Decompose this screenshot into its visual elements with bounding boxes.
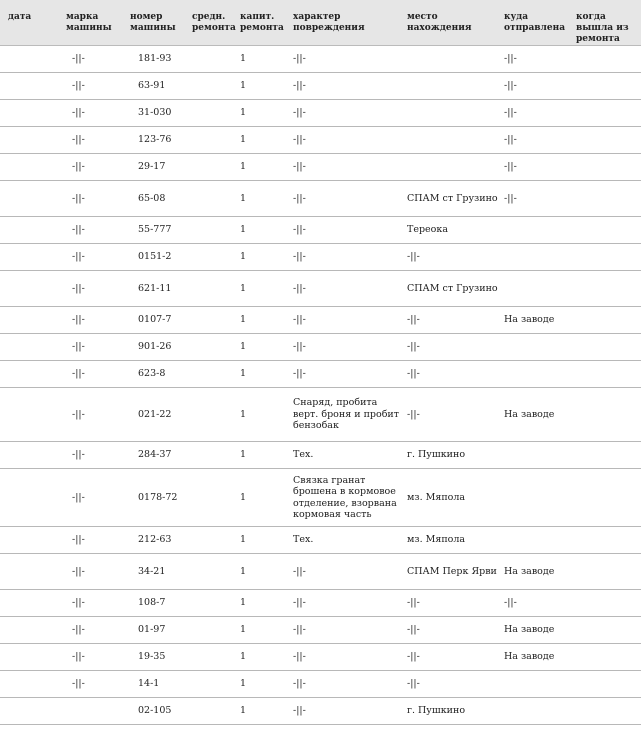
cell-location — [402, 73, 501, 100]
cell-damage-type: -||- — [289, 271, 402, 307]
header-returned-from-repair: когда вышла из ремонта — [566, 0, 641, 46]
cell-vehicle-number: 901-26 — [124, 334, 186, 361]
cell-capital-repair: 1 — [236, 527, 289, 554]
cell-returned — [566, 217, 641, 244]
cell-damage-type: -||- — [289, 644, 402, 671]
cell-date — [0, 334, 58, 361]
cell-location: -||- — [402, 590, 501, 617]
cell-location: -||- — [402, 361, 501, 388]
cell-vehicle-model: -||- — [58, 469, 124, 527]
cell-location: мз. Мяпола — [402, 527, 501, 554]
table-row — [0, 698, 641, 725]
cell-returned — [566, 334, 641, 361]
table-row — [0, 388, 641, 442]
cell-vehicle-model: -||- — [58, 554, 124, 590]
cell-damage-type: -||- — [289, 100, 402, 127]
cell-sent-to: -||- — [501, 100, 566, 127]
cell-capital-repair: 1 — [236, 469, 289, 527]
table-body — [0, 46, 641, 725]
cell-returned — [566, 617, 641, 644]
cell-vehicle-number: 19-35 — [124, 644, 186, 671]
table-row — [0, 181, 641, 217]
cell-returned — [566, 698, 641, 725]
cell-location: г. Пушкино — [402, 442, 501, 469]
cell-medium-repair — [186, 698, 236, 725]
cell-vehicle-model: -||- — [58, 127, 124, 154]
cell-vehicle-model: -||- — [58, 590, 124, 617]
cell-location: мз. Мяпола — [402, 469, 501, 527]
cell-damage-type: -||- — [289, 154, 402, 181]
cell-capital-repair: 1 — [236, 442, 289, 469]
cell-damage-type: Тех. — [289, 527, 402, 554]
header-medium-repair: средн. ремонта — [186, 0, 236, 46]
cell-capital-repair: 1 — [236, 181, 289, 217]
cell-vehicle-number: 0151-2 — [124, 244, 186, 271]
cell-medium-repair — [186, 361, 236, 388]
cell-returned — [566, 127, 641, 154]
cell-date — [0, 527, 58, 554]
cell-damage-type: -||- — [289, 73, 402, 100]
cell-sent-to: На заводе — [501, 307, 566, 334]
cell-medium-repair — [186, 73, 236, 100]
table-row — [0, 73, 641, 100]
cell-capital-repair: 1 — [236, 644, 289, 671]
cell-returned — [566, 271, 641, 307]
cell-damage-type: -||- — [289, 307, 402, 334]
cell-sent-to: -||- — [501, 73, 566, 100]
cell-vehicle-number: 123-76 — [124, 127, 186, 154]
cell-vehicle-number: 621-11 — [124, 271, 186, 307]
cell-damage-type: -||- — [289, 181, 402, 217]
cell-damage-type: -||- — [289, 617, 402, 644]
cell-vehicle-number: 63-91 — [124, 73, 186, 100]
cell-capital-repair: 1 — [236, 100, 289, 127]
cell-returned — [566, 181, 641, 217]
table-row — [0, 334, 641, 361]
cell-date — [0, 469, 58, 527]
cell-vehicle-number: 02-105 — [124, 698, 186, 725]
cell-date — [0, 307, 58, 334]
cell-medium-repair — [186, 127, 236, 154]
cell-date — [0, 590, 58, 617]
cell-damage-type: -||- — [289, 127, 402, 154]
cell-vehicle-model: -||- — [58, 442, 124, 469]
cell-vehicle-model: -||- — [58, 334, 124, 361]
cell-vehicle-number: 212-63 — [124, 527, 186, 554]
cell-vehicle-model — [58, 698, 124, 725]
cell-vehicle-number: 021-22 — [124, 388, 186, 442]
cell-date — [0, 442, 58, 469]
cell-medium-repair — [186, 334, 236, 361]
table-row — [0, 554, 641, 590]
cell-medium-repair — [186, 181, 236, 217]
cell-medium-repair — [186, 469, 236, 527]
cell-medium-repair — [186, 527, 236, 554]
cell-damage-type: -||- — [289, 698, 402, 725]
cell-vehicle-model: -||- — [58, 527, 124, 554]
table-row — [0, 271, 641, 307]
header-vehicle-number: номер машины — [124, 0, 186, 46]
table-row — [0, 127, 641, 154]
cell-returned — [566, 388, 641, 442]
cell-capital-repair: 1 — [236, 73, 289, 100]
cell-sent-to: -||- — [501, 46, 566, 73]
cell-capital-repair: 1 — [236, 127, 289, 154]
cell-medium-repair — [186, 46, 236, 73]
cell-returned — [566, 644, 641, 671]
cell-damage-type: -||- — [289, 361, 402, 388]
cell-vehicle-number: 284-37 — [124, 442, 186, 469]
cell-medium-repair — [186, 217, 236, 244]
table-row — [0, 617, 641, 644]
cell-vehicle-number: 31-030 — [124, 100, 186, 127]
cell-date — [0, 554, 58, 590]
table-row — [0, 361, 641, 388]
cell-vehicle-number: 623-8 — [124, 361, 186, 388]
cell-vehicle-model: -||- — [58, 73, 124, 100]
cell-location: СПАМ ст Грузино — [402, 271, 501, 307]
cell-sent-to: На заводе — [501, 388, 566, 442]
cell-vehicle-number: 55-777 — [124, 217, 186, 244]
table-row — [0, 154, 641, 181]
cell-vehicle-model: -||- — [58, 181, 124, 217]
cell-sent-to — [501, 442, 566, 469]
cell-medium-repair — [186, 671, 236, 698]
cell-vehicle-number: 14-1 — [124, 671, 186, 698]
table-row — [0, 307, 641, 334]
table-row — [0, 527, 641, 554]
header-capital-repair: капит. ремонта — [236, 0, 289, 46]
table-row — [0, 469, 641, 527]
cell-vehicle-number: 01-97 — [124, 617, 186, 644]
cell-date — [0, 154, 58, 181]
cell-date — [0, 217, 58, 244]
cell-returned — [566, 307, 641, 334]
cell-date — [0, 388, 58, 442]
cell-vehicle-model: -||- — [58, 271, 124, 307]
cell-sent-to — [501, 469, 566, 527]
cell-medium-repair — [186, 388, 236, 442]
cell-capital-repair: 1 — [236, 361, 289, 388]
cell-sent-to — [501, 527, 566, 554]
cell-capital-repair: 1 — [236, 590, 289, 617]
cell-sent-to: На заводе — [501, 617, 566, 644]
cell-date — [0, 671, 58, 698]
cell-damage-type: -||- — [289, 671, 402, 698]
cell-vehicle-model: -||- — [58, 217, 124, 244]
table-row — [0, 644, 641, 671]
cell-medium-repair — [186, 100, 236, 127]
cell-location: г. Пушкино — [402, 698, 501, 725]
cell-date — [0, 73, 58, 100]
cell-vehicle-model: -||- — [58, 617, 124, 644]
cell-vehicle-model: -||- — [58, 100, 124, 127]
cell-vehicle-model: -||- — [58, 671, 124, 698]
cell-returned — [566, 590, 641, 617]
cell-vehicle-model: -||- — [58, 46, 124, 73]
cell-capital-repair: 1 — [236, 46, 289, 73]
cell-vehicle-number: 0178-72 — [124, 469, 186, 527]
cell-medium-repair — [186, 617, 236, 644]
table-row — [0, 590, 641, 617]
cell-date — [0, 46, 58, 73]
cell-medium-repair — [186, 271, 236, 307]
cell-returned — [566, 671, 641, 698]
cell-vehicle-number: 0107-7 — [124, 307, 186, 334]
cell-vehicle-model: -||- — [58, 307, 124, 334]
cell-damage-type: Снаряд, пробита верт. броня и пробит бензобак — [289, 388, 402, 442]
cell-location — [402, 127, 501, 154]
cell-medium-repair — [186, 644, 236, 671]
header-vehicle-model: марка машины — [58, 0, 124, 46]
cell-sent-to: На заводе — [501, 644, 566, 671]
table-row — [0, 100, 641, 127]
cell-date — [0, 127, 58, 154]
header-date: дата — [0, 0, 58, 46]
cell-location — [402, 100, 501, 127]
cell-medium-repair — [186, 554, 236, 590]
cell-damage-type: -||- — [289, 590, 402, 617]
cell-vehicle-number: 108-7 — [124, 590, 186, 617]
table-row — [0, 244, 641, 271]
cell-date — [0, 181, 58, 217]
cell-location — [402, 46, 501, 73]
cell-sent-to — [501, 361, 566, 388]
cell-sent-to: -||- — [501, 154, 566, 181]
cell-damage-type: -||- — [289, 334, 402, 361]
cell-location: -||- — [402, 671, 501, 698]
cell-returned — [566, 527, 641, 554]
cell-capital-repair: 1 — [236, 554, 289, 590]
cell-sent-to — [501, 334, 566, 361]
cell-returned — [566, 361, 641, 388]
cell-capital-repair: 1 — [236, 271, 289, 307]
cell-sent-to: -||- — [501, 181, 566, 217]
header-sent-to: куда отправлена — [501, 0, 566, 46]
cell-location: Тереока — [402, 217, 501, 244]
cell-capital-repair: 1 — [236, 671, 289, 698]
cell-location: -||- — [402, 307, 501, 334]
cell-returned — [566, 73, 641, 100]
cell-damage-type: Тех. — [289, 442, 402, 469]
cell-sent-to: На заводе — [501, 554, 566, 590]
cell-date — [0, 244, 58, 271]
cell-medium-repair — [186, 442, 236, 469]
cell-capital-repair: 1 — [236, 388, 289, 442]
cell-date — [0, 361, 58, 388]
cell-returned — [566, 154, 641, 181]
cell-vehicle-number: 34-21 — [124, 554, 186, 590]
header-damage-type: характер повреждения — [289, 0, 402, 46]
cell-location: -||- — [402, 388, 501, 442]
cell-capital-repair: 1 — [236, 334, 289, 361]
cell-date — [0, 644, 58, 671]
cell-capital-repair: 1 — [236, 698, 289, 725]
cell-returned — [566, 46, 641, 73]
cell-location: СПАМ Перк Ярви — [402, 554, 501, 590]
cell-vehicle-model: -||- — [58, 361, 124, 388]
cell-location — [402, 154, 501, 181]
cell-date — [0, 698, 58, 725]
cell-returned — [566, 244, 641, 271]
cell-sent-to: -||- — [501, 590, 566, 617]
cell-returned — [566, 554, 641, 590]
cell-medium-repair — [186, 307, 236, 334]
table-row — [0, 217, 641, 244]
cell-vehicle-model: -||- — [58, 388, 124, 442]
cell-location: -||- — [402, 644, 501, 671]
cell-date — [0, 271, 58, 307]
cell-vehicle-number: 65-08 — [124, 181, 186, 217]
cell-sent-to — [501, 271, 566, 307]
cell-vehicle-model: -||- — [58, 154, 124, 181]
cell-sent-to — [501, 671, 566, 698]
cell-sent-to — [501, 217, 566, 244]
cell-capital-repair: 1 — [236, 617, 289, 644]
cell-damage-type: -||- — [289, 217, 402, 244]
cell-location: -||- — [402, 617, 501, 644]
cell-date — [0, 617, 58, 644]
cell-vehicle-number: 29-17 — [124, 154, 186, 181]
cell-capital-repair: 1 — [236, 217, 289, 244]
table-row — [0, 442, 641, 469]
cell-medium-repair — [186, 154, 236, 181]
cell-capital-repair: 1 — [236, 244, 289, 271]
cell-vehicle-number: 181-93 — [124, 46, 186, 73]
cell-medium-repair — [186, 590, 236, 617]
cell-location: -||- — [402, 244, 501, 271]
cell-capital-repair: 1 — [236, 307, 289, 334]
cell-vehicle-model: -||- — [58, 644, 124, 671]
table-header-row — [0, 0, 641, 46]
cell-returned — [566, 442, 641, 469]
cell-damage-type: Связка гранат брошена в кормовое отделение, взорвана кормовая часть — [289, 469, 402, 527]
cell-sent-to: -||- — [501, 127, 566, 154]
table-row — [0, 671, 641, 698]
cell-location: -||- — [402, 334, 501, 361]
cell-damage-type: -||- — [289, 46, 402, 73]
cell-date — [0, 100, 58, 127]
cell-sent-to — [501, 698, 566, 725]
cell-returned — [566, 100, 641, 127]
header-location: место нахождения — [402, 0, 501, 46]
cell-damage-type: -||- — [289, 554, 402, 590]
cell-capital-repair: 1 — [236, 154, 289, 181]
cell-vehicle-model: -||- — [58, 244, 124, 271]
cell-location: СПАМ ст Грузино — [402, 181, 501, 217]
cell-sent-to — [501, 244, 566, 271]
table-row — [0, 46, 641, 73]
cell-damage-type: -||- — [289, 244, 402, 271]
cell-medium-repair — [186, 244, 236, 271]
cell-returned — [566, 469, 641, 527]
